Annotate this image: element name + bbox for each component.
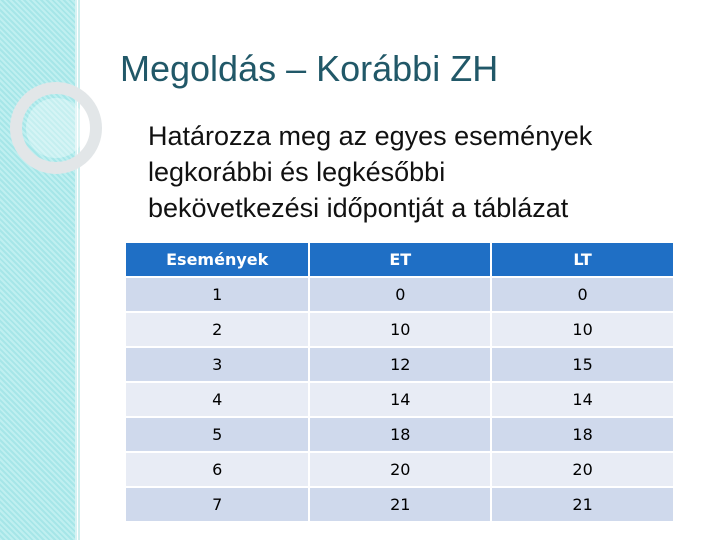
table-row (125, 487, 674, 522)
body-line: legkorábbi és legkésőbbi (148, 157, 446, 187)
cell-lt: 10 (491, 312, 674, 347)
cell-lt: 20 (491, 452, 674, 487)
cell-et: 0 (309, 277, 491, 312)
cell-event: 1 (125, 277, 309, 312)
cell-et: 20 (309, 452, 491, 487)
table-row (125, 277, 674, 312)
cell-et: 12 (309, 347, 491, 382)
cell-et: 21 (309, 487, 491, 522)
cell-et: 18 (309, 417, 491, 452)
decorative-side-strip (0, 0, 77, 540)
cell-event: 6 (125, 452, 309, 487)
cell-et: 10 (309, 312, 491, 347)
header-events: Események (125, 242, 309, 277)
cell-lt: 18 (491, 417, 674, 452)
slide-title: Megoldás – Korábbi ZH (120, 48, 499, 89)
table-row (125, 347, 674, 382)
cell-lt: 15 (491, 347, 674, 382)
events-table (124, 241, 675, 523)
cell-event: 3 (125, 347, 309, 382)
cell-lt: 0 (491, 277, 674, 312)
decorative-ring-center (26, 98, 86, 158)
header-lt: LT (491, 242, 674, 277)
table-row (125, 452, 674, 487)
cell-event: 7 (125, 487, 309, 522)
cell-event: 5 (125, 417, 309, 452)
slide-body-text (148, 118, 708, 226)
cell-event: 2 (125, 312, 309, 347)
body-line: bekövetkezési időpontját a táblázat (148, 193, 569, 223)
table-row (125, 312, 674, 347)
table-header-row (125, 242, 674, 277)
table-row (125, 382, 674, 417)
body-line: Határozza meg az egyes események (148, 121, 593, 151)
cell-lt: 14 (491, 382, 674, 417)
cell-lt: 21 (491, 487, 674, 522)
decorative-divider-line (78, 0, 80, 540)
cell-event: 4 (125, 382, 309, 417)
table-row (125, 417, 674, 452)
cell-et: 14 (309, 382, 491, 417)
header-et: ET (309, 242, 491, 277)
